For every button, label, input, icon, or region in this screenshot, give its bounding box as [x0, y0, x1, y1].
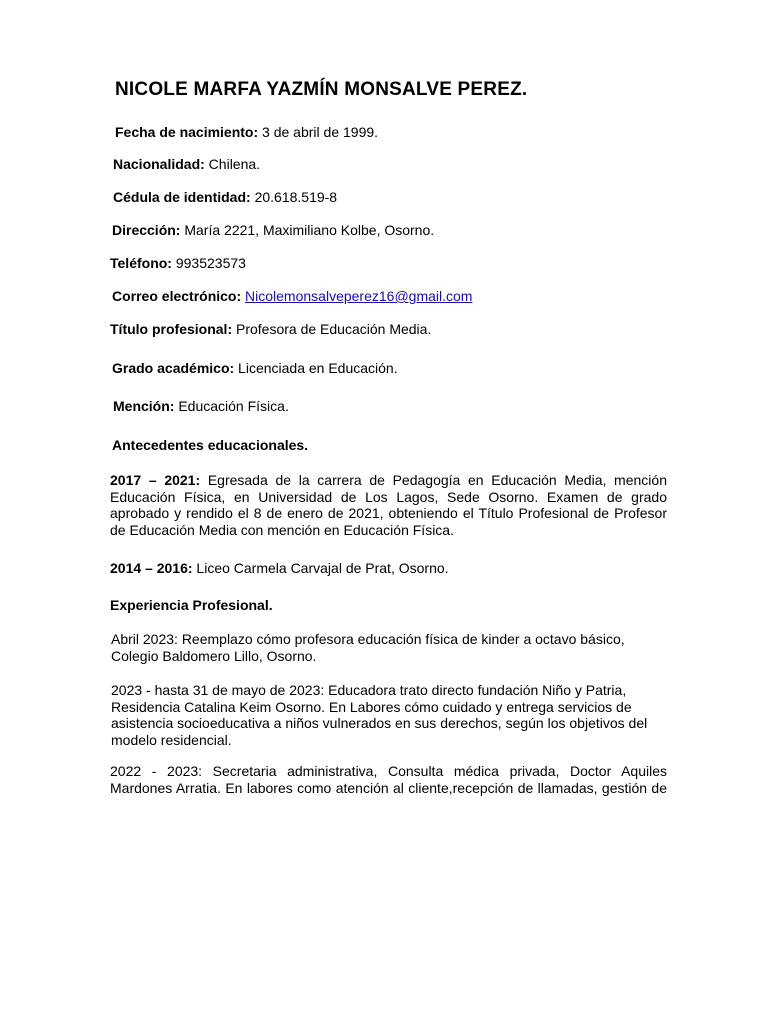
email-label: Correo electrónico:	[112, 288, 242, 304]
address-label: Dirección:	[112, 222, 181, 238]
experience-entry: 2023 - hasta 31 de mayo de 2023: Educadora trato directo fundación Niño y Patria, Residencia Catalina Keim Osorno. En Labores cómo cuidado y entrega servicios de asistencia socioeducativa a niños vulnerados en sus derechos, según los objetivos del modelo residencial.	[111, 682, 648, 748]
education-heading: Antecedentes educacionales.	[112, 437, 309, 453]
email-link[interactable]: Nicolemonsalveperez16@gmail.com	[245, 288, 473, 304]
experience-entry: Abril 2023: Reemplazo cómo profesora educación física de kinder a octavo básico, Colegio Baldomero Lillo, Osorno.	[111, 631, 625, 664]
education-entry-years: 2017 – 2021:	[110, 472, 201, 488]
education-entry	[110, 560, 667, 577]
phone-label: Teléfono:	[110, 255, 172, 271]
professional-title-field	[110, 321, 431, 338]
resume-name: NICOLE MARFA YAZMÍN MONSALVE PEREZ.	[115, 79, 528, 100]
education-entry	[110, 472, 667, 538]
professional-title-value: Profesora de Educación Media.	[232, 321, 432, 337]
email-field	[112, 288, 472, 305]
id-number-label: Cédula de identidad:	[113, 189, 251, 205]
education-entry-years: 2014 – 2016:	[110, 560, 193, 576]
id-number-field	[113, 189, 337, 206]
mention-label: Mención:	[113, 398, 175, 414]
academic-degree-value: Licenciada en Educación.	[234, 360, 398, 376]
experience-heading: Experiencia Profesional.	[110, 597, 273, 613]
academic-degree-label: Grado académico:	[112, 360, 235, 376]
address-value: María 2221, Maximiliano Kolbe, Osorno.	[180, 222, 435, 238]
phone-value: 993523573	[171, 255, 246, 271]
mention-value: Educación Física.	[174, 398, 289, 414]
mention-field	[113, 398, 289, 415]
id-number-value: 20.618.519-8	[250, 189, 338, 205]
education-entry-text: Egresada de la carrera de Pedagogía en Educación Media, mención Educación Física, en Universidad de Los Lagos, Sede Osorno. Examen de grado aprobado y rendido el 8 de enero de 2021, obteniendo el Título Profesional de Profesor de Educación Media con mención en Educación Física.	[110, 472, 667, 538]
birth-date-field	[115, 124, 378, 141]
academic-degree-field	[112, 360, 398, 377]
education-entry-text: Liceo Carmela Carvajal de Prat, Osorno.	[192, 560, 449, 576]
nationality-label: Nacionalidad:	[113, 156, 205, 172]
professional-title-label: Título profesional:	[110, 321, 233, 337]
phone-field	[110, 255, 246, 272]
birth-date-value: 3 de abril de 1999.	[258, 124, 379, 140]
experience-entry: 2022 - 2023: Secretaria administrativa, Consulta médica privada, Doctor Aquiles Mardones Arratia. En labores como atención al cliente,recepción de llamadas, gestión de	[110, 763, 667, 796]
birth-date-label: Fecha de nacimiento:	[115, 124, 259, 140]
address-field	[112, 222, 434, 239]
nationality-field	[113, 156, 260, 173]
nationality-value: Chilena.	[204, 156, 261, 172]
